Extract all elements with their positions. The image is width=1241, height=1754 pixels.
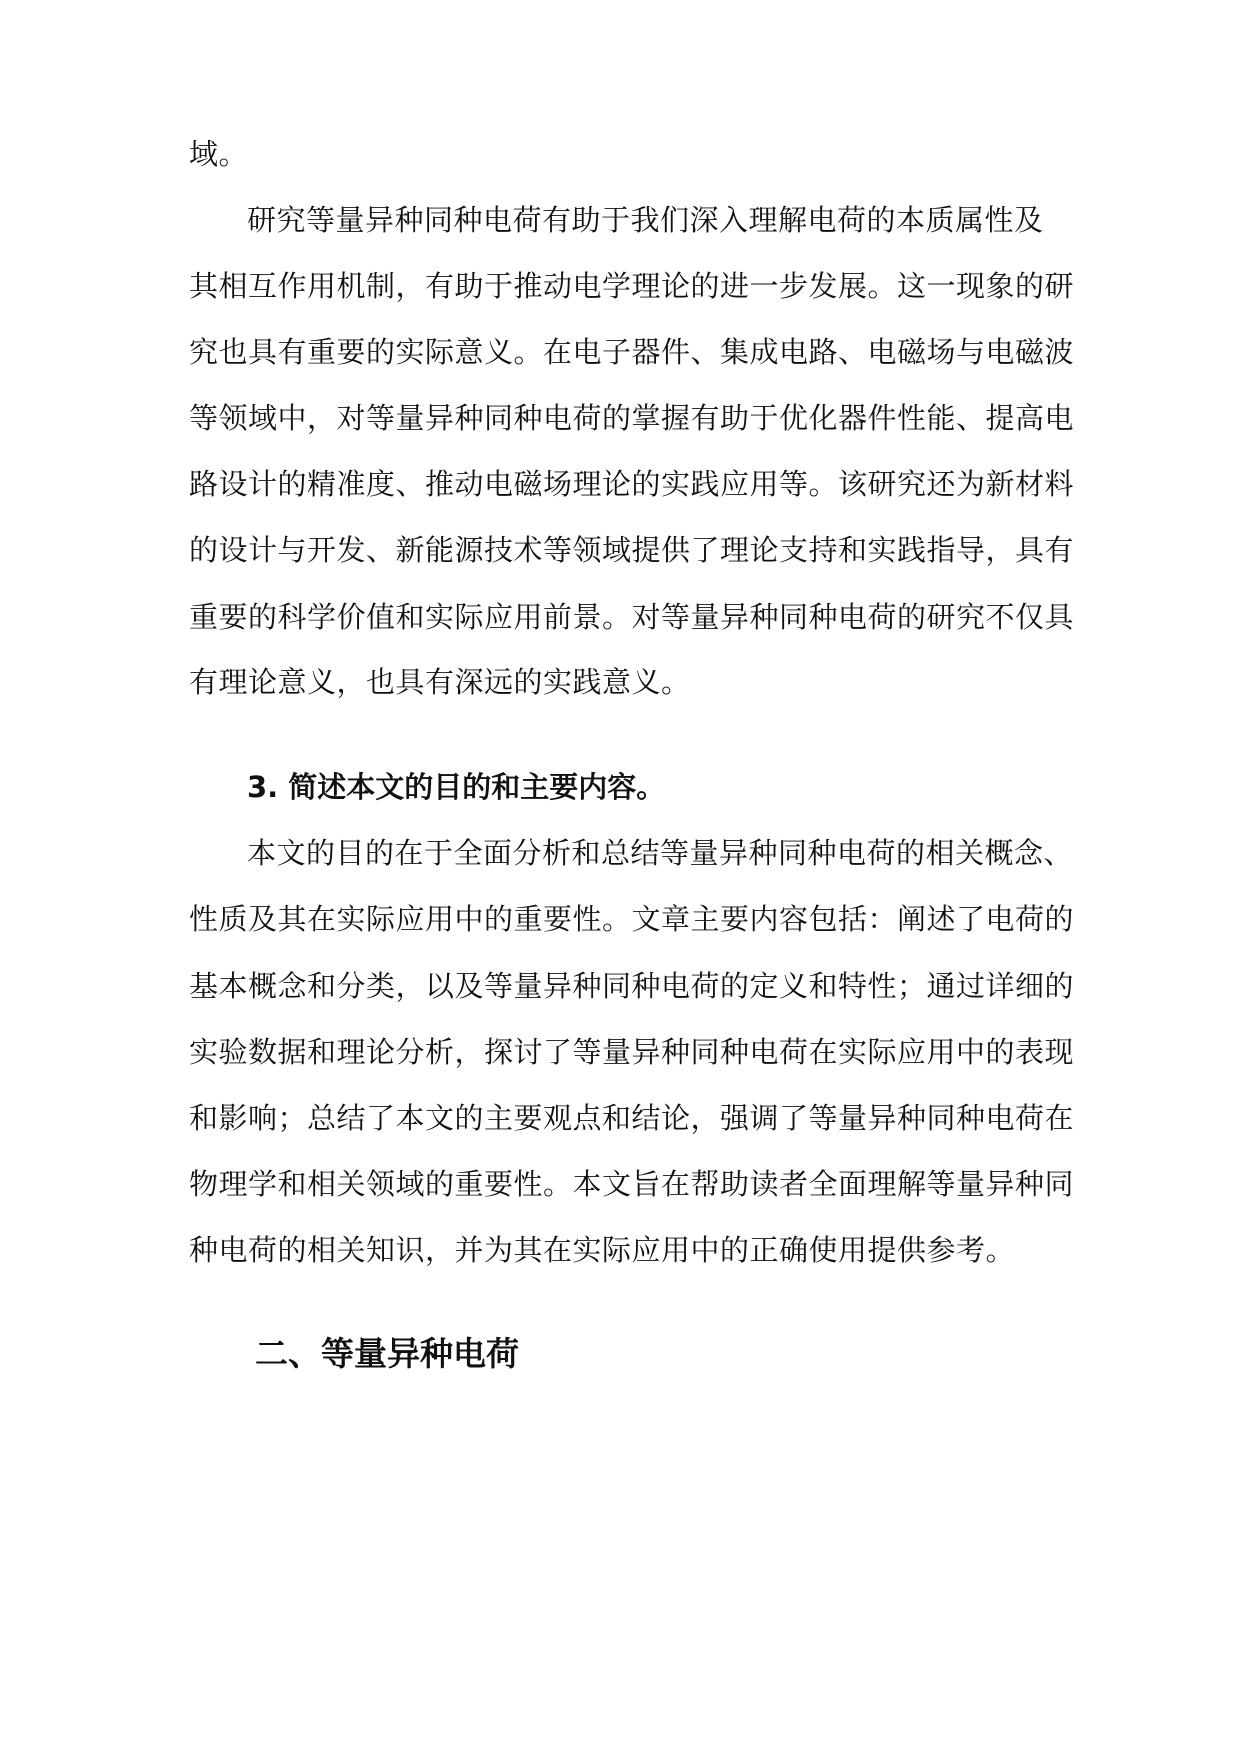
paragraph-line: 实验数据和理论分析，探讨了等量异种同种电荷在实际应用中的表现	[189, 1035, 1075, 1069]
paragraph-line: 究也具有重要的实际意义。在电子器件、集成电路、电磁场与电磁波	[189, 335, 1075, 369]
paragraph-line: 其相互作用机制，有助于推动电学理论的进一步发展。这一现象的研	[189, 269, 1075, 303]
paragraph-line: 路设计的精准度、推动电磁场理论的实践应用等。该研究还为新材料	[189, 467, 1075, 501]
paragraph-line: 性质及其在实际应用中的重要性。文章主要内容包括：阐述了电荷的	[189, 902, 1075, 936]
chapter-heading: 二、等量异种电荷	[255, 1334, 519, 1373]
paragraph-line: 物理学和相关领域的重要性。本文旨在帮助读者全面理解等量异种同	[189, 1167, 1075, 1201]
paragraph-line: 和影响；总结了本文的主要观点和结论，强调了等量异种同种电荷在	[189, 1101, 1075, 1135]
paragraph-line: 的设计与开发、新能源技术等领域提供了理论支持和实践指导，具有	[189, 533, 1075, 567]
paragraph-line: 种电荷的相关知识，并为其在实际应用中的正确使用提供参考。	[189, 1233, 1016, 1267]
paragraph-line: 重要的科学价值和实际应用前景。对等量异种同种电荷的研究不仅具	[189, 600, 1075, 634]
paragraph-line: 本文的目的在于全面分析和总结等量异种同种电荷的相关概念、	[247, 836, 1074, 870]
paragraph-line: 有理论意义，也具有深远的实践意义。	[189, 665, 691, 699]
paragraph-line: 等领域中，对等量异种同种电荷的掌握有助于优化器件性能、提高电	[189, 401, 1075, 435]
paragraph-line: 域。	[189, 137, 249, 171]
paragraph-line: 基本概念和分类，以及等量异种同种电荷的定义和特性；通过详细的	[189, 969, 1075, 1003]
paragraph-line: 研究等量异种同种电荷有助于我们深入理解电荷的本质属性及	[247, 203, 1044, 237]
section-heading: 3. 简述本文的目的和主要内容。	[247, 770, 666, 804]
